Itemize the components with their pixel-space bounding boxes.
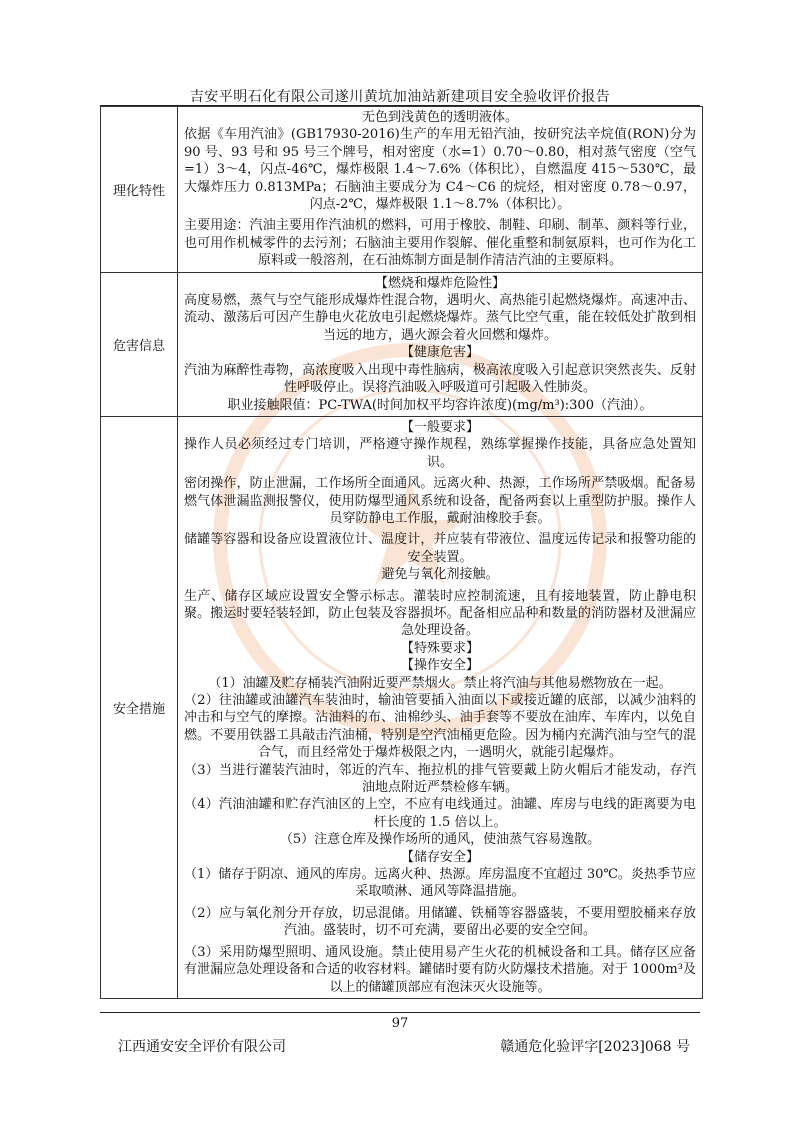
section-heading: 无色到浅黄色的透明液体。 — [361, 110, 518, 125]
section-heading: 【一般要求】 — [400, 419, 479, 435]
section-heading: 【健康危害】 — [400, 345, 479, 361]
section-heading: 【燃烧和爆炸危险性】 — [374, 275, 505, 291]
row-label: 安全措施 — [101, 416, 178, 998]
section-heading: 避免与氧化剂接触。 — [381, 567, 499, 583]
paragraph: 依据《车用汽油》(GB17930-2016)生产的车用无铅汽油，按研究法辛烷值(RON)分为 90 号、93 号和 95 号三个牌号，相对密度（水=1）0.70～0.80，相对蒸气密度（空气=1）3～4，闪点-46℃，爆炸极限 1.4～7.6%（体积比），自燃温度 415～530℃，最大爆炸压力 0.813MPa；石脑油主要成分为 C4～C6 的烷烃，相对密度 0.78～0.97，闪点-2℃，爆炸极限 1.1～8.7%（体积比）。 — [184, 127, 696, 213]
row-label: 理化特性 — [101, 107, 178, 273]
section-heading: 【储存安全】 — [400, 849, 479, 865]
section-heading: 【特殊要求】 — [400, 640, 479, 656]
paragraph: 生产、储存区域应设置安全警示标志。灌装时应控制流速，且有接地装置，防止静电积聚。搬运时要轻装轻卸，防止包装及容器损坏。配备相应品种和数量的消防器材及泄漏应急处理设备。 — [184, 588, 696, 639]
paragraph: 高度易燃，蒸气与空气能形成爆炸性混合物，遇明火、高热能引起燃烧爆炸。高速冲击、流动、激荡后可因产生静电火花放电引起燃烧爆炸。蒸气比空气重，能在较低处扩散到相当远的地方，遇火源会着火回燃和爆炸。 — [184, 293, 696, 343]
table-row — [101, 272, 703, 416]
paragraph: （3）当进行灌装汽油时，邻近的汽车、拖拉机的排气管要戴上防火帽后才能发动，存汽油地点附近严禁检修车辆。 — [184, 762, 696, 796]
section-heading: 职业接触限值：PC-TWA(时间加权平均容许浓度)(mg/m³):300（汽油）。 — [227, 397, 653, 413]
row-content — [178, 272, 703, 416]
paragraph: （3）采用防爆型照明、通风设施。禁止使用易产生火花的机械设备和工具。储存区应备有泄漏应急处理设备和合适的收容材料。罐储时要有防火防爆技术措施。对于 1000m³及以上的储罐顶部应有泡沫灭火设施等。 — [184, 944, 696, 995]
page-number: 97 — [391, 1016, 409, 1031]
paragraph: 主要用途：汽油主要用作汽油机的燃料，可用于橡胶、制鞋、印刷、制革、颜料等行业，也可用作机械零件的去污剂；石脑油主要用作裂解、催化重整和制氨原料，也可作为化工原料或一般溶剂，在石油炼制方面是制作清洁汽油的主要原料。 — [184, 218, 696, 269]
section-heading: 【操作安全】 — [400, 658, 479, 674]
chemical-info-table — [100, 106, 703, 999]
paragraph: （2）应与氧化剂分开存放，切忌混储。用储罐、铁桶等容器盛装，不要用塑胶桶来存放汽油。盛装时，切不可充满，要留出必要的安全空间。 — [184, 905, 696, 939]
paragraph: 密闭操作，防止泄漏，工作场所全面通风。远离火种、热源，工作场所严禁吸烟。配备易燃气体泄漏监测报警仪，使用防爆型通风系统和设备，配备两套以上重型防护服。操作人员穿防静电工作服，戴耐油橡胶手套。 — [184, 476, 696, 526]
footer-company: 江西通安安全评价有限公司 — [118, 1039, 286, 1055]
paragraph: 储罐等容器和设备应设置液位计、温度计，并应装有带液位、温度远传记录和报警功能的安全装置。 — [184, 532, 696, 565]
paragraph: （1）储存于阴凉、通风的库房。远离火种、热源。库房温度不宜超过 30℃。炎热季节应采取喷淋、通风等降温措施。 — [184, 867, 696, 900]
paragraph: （4）汽油油罐和贮存汽油区的上空，不应有电线通过。油罐、库房与电线的距离要为电杆长度的 1.5 倍以上。 — [184, 797, 696, 830]
section-heading: （5）注意仓库及操作场所的通风，使油蒸气容易逸散。 — [279, 832, 601, 848]
row-label: 危害信息 — [101, 272, 178, 416]
row-content — [178, 107, 703, 273]
table-row — [101, 416, 703, 998]
table-row — [101, 107, 703, 273]
footer-doc-number: 赣通危化验评字[2023]068 号 — [500, 1039, 690, 1055]
paragraph: 汽油为麻醉性毒物，高浓度吸入出现中毒性脑病，极高浓度吸入引起意识突然丧失、反射性呼吸停止。误将汽油吸入呼吸道可引起吸入性肺炎。 — [184, 362, 696, 396]
paragraph: 操作人员必须经过专门培训，严格遵守操作规程，熟练掌握操作技能，具备应急处置知识。 — [184, 437, 696, 470]
paragraph: （2）往油罐或油罐汽车装油时，输油管要插入油面以下或接近罐的底部，以减少油料的冲击和与空气的摩擦。沾油料的布、油棉纱头、油手套等不要放在油库、车库内，以免自燃。不要用铁器工具敲击汽油桶，特别是空汽油桶更危险。因为桶内充满汽油与空气的混合气，而且经常处于爆炸极限之内，一遇明火，就能引起爆炸。 — [184, 693, 696, 761]
section-heading: （1）油罐及贮存桶装汽油附近要严禁烟火。禁止将汽油与其他易燃物放在一起。 — [208, 675, 672, 691]
row-content — [178, 416, 703, 998]
footer-divider — [100, 1012, 700, 1013]
page-header-title: 吉安平明石化有限公司遂川黄坑加油站新建项目安全验收评价报告 — [189, 89, 611, 105]
